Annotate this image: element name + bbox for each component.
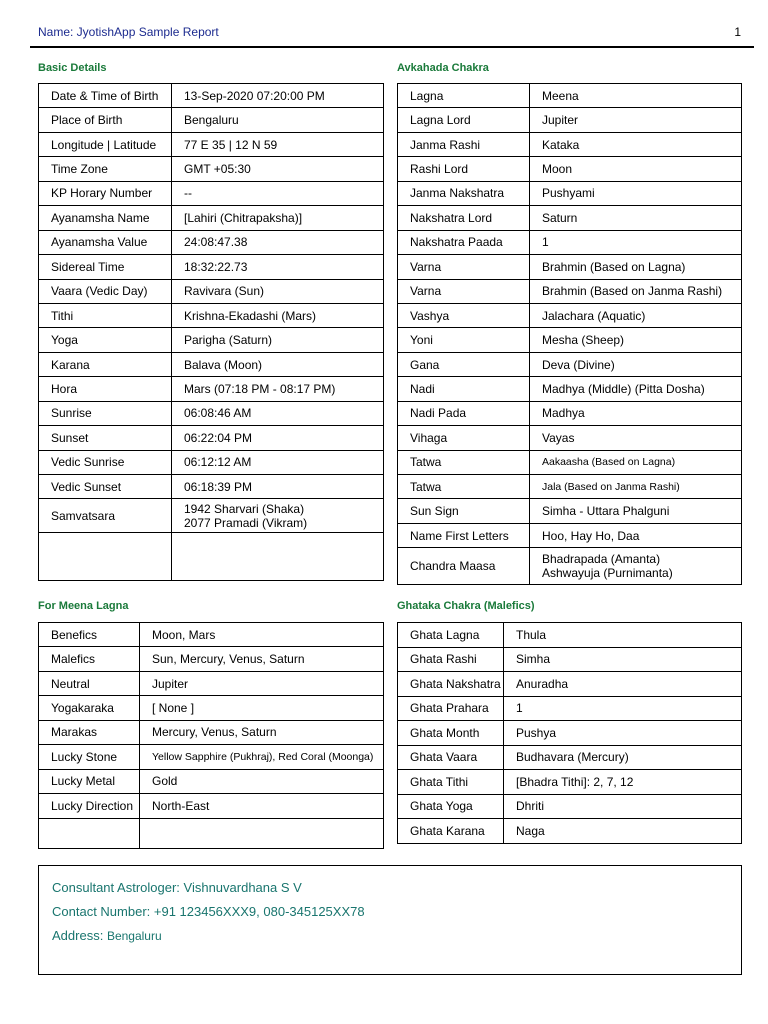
table-row: [398, 279, 742, 303]
table-row: [398, 499, 742, 523]
row-value-text: Thula: [516, 627, 547, 642]
table-row: [39, 647, 384, 671]
row-value: [530, 475, 742, 499]
row-value-text: Moon, Mars: [152, 627, 216, 642]
report-header: [38, 25, 743, 41]
row-value-text: Simha: [516, 652, 551, 667]
table-row: [39, 328, 384, 352]
table-row: [39, 352, 384, 376]
row-value-text: 1: [516, 701, 523, 716]
row-value: [530, 377, 742, 401]
row-value: [140, 720, 384, 744]
row-value-text: Brahmin (Based on Lagna): [542, 259, 686, 274]
table-row: [398, 696, 742, 721]
row-label: [39, 818, 140, 848]
row-value-text: Balava (Moon): [184, 357, 263, 372]
row-label: Rashi Lord: [398, 157, 530, 181]
row-value-text: Naga: [516, 823, 545, 838]
table-row: [398, 84, 742, 108]
row-value: [172, 426, 384, 450]
row-label: Ghata Month: [398, 721, 504, 746]
row-label: Malefics: [39, 647, 140, 671]
row-value-text: North-East: [152, 798, 210, 813]
table-row: [398, 623, 742, 648]
row-value-text: Madhya (Middle) (Pitta Dosha): [542, 381, 705, 396]
table-row: [398, 721, 742, 746]
row-label: Yoni: [398, 328, 530, 352]
row-value-text: Bengaluru: [184, 113, 239, 128]
table-row: [398, 181, 742, 205]
row-value: [504, 647, 742, 672]
row-value-text: Jala (Based on Janma Rashi): [542, 480, 680, 493]
meena-lagna-table: [38, 622, 384, 849]
row-value: [172, 279, 384, 303]
row-value: [172, 352, 384, 376]
row-value: [140, 745, 384, 769]
row-value: [530, 206, 742, 230]
row-label: Benefics: [39, 623, 140, 647]
row-value: [530, 303, 742, 327]
row-value: [172, 255, 384, 279]
row-value-text: 06:12:12 AM: [184, 455, 252, 470]
table-row: [39, 623, 384, 647]
row-value-text-line2: Ashwayuja (Purnimanta): [542, 566, 673, 581]
row-value: [172, 303, 384, 327]
row-value-text: GMT +05:30: [184, 162, 251, 177]
row-value: [530, 108, 742, 132]
row-value-text: Simha - Uttara Phalguni: [542, 504, 670, 519]
row-value: [172, 401, 384, 425]
row-value-text: 18:32:22.73: [184, 259, 248, 274]
row-label: Longitude | Latitude: [39, 132, 172, 156]
row-value: [530, 132, 742, 156]
table-row: [398, 548, 742, 585]
row-label: Ayanamsha Name: [39, 206, 172, 230]
row-value-text: Dhriti: [516, 799, 545, 814]
row-value: [504, 794, 742, 819]
table-row: [398, 328, 742, 352]
row-label: Karana: [39, 352, 172, 376]
row-label: Gana: [398, 352, 530, 376]
ghataka-chakra-title: Ghataka Chakra (Malefics): [397, 600, 535, 612]
row-label: Sun Sign: [398, 499, 530, 523]
row-label: Ghata Vaara: [398, 745, 504, 770]
row-value: [140, 794, 384, 818]
row-value-text-line2: 2077 Pramadi (Vikram): [184, 515, 308, 530]
row-label: Neutral: [39, 671, 140, 695]
row-value-text: Jalachara (Aquatic): [542, 308, 646, 323]
row-value-text: --: [184, 186, 192, 201]
row-value-text: Pushyami: [542, 186, 595, 201]
table-row: [398, 523, 742, 547]
row-value-text: Hoo, Hay Ho, Daa: [542, 528, 640, 543]
row-value: [504, 721, 742, 746]
row-value: [504, 745, 742, 770]
row-value: [140, 769, 384, 793]
row-label: Nadi: [398, 377, 530, 401]
row-label: [39, 533, 172, 581]
row-label: Tatwa: [398, 450, 530, 474]
row-label: Tatwa: [398, 475, 530, 499]
table-row: [398, 770, 742, 795]
row-value: [504, 672, 742, 697]
row-value: [172, 181, 384, 205]
table-row: [39, 132, 384, 156]
row-value: [530, 352, 742, 376]
row-value: [504, 819, 742, 844]
report-name: Name: JyotishApp Sample Report: [38, 25, 219, 39]
row-value-text: [ None ]: [152, 701, 195, 716]
table-row: [39, 377, 384, 401]
table-row: [398, 819, 742, 844]
row-label: Nakshatra Lord: [398, 206, 530, 230]
table-row: [39, 720, 384, 744]
row-label: Ghata Tithi: [398, 770, 504, 795]
table-row: [39, 84, 384, 108]
row-label: Samvatsara: [39, 499, 172, 533]
address: [52, 928, 162, 943]
row-value-text: Gold: [152, 774, 178, 789]
row-value-text: 1: [542, 235, 549, 250]
table-row: [39, 450, 384, 474]
row-label: KP Horary Number: [39, 181, 172, 205]
row-value-text: Mesha (Sheep): [542, 333, 625, 348]
row-value-text: 13-Sep-2020 07:20:00 PM: [184, 88, 325, 103]
table-row: [398, 230, 742, 254]
row-value: [172, 328, 384, 352]
table-row: [39, 157, 384, 181]
ghataka-chakra-table: [397, 622, 742, 844]
row-value: [530, 84, 742, 108]
row-value: [172, 132, 384, 156]
row-value: [504, 623, 742, 648]
row-label: Lucky Metal: [39, 769, 140, 793]
row-value-text: Brahmin (Based on Janma Rashi): [542, 284, 723, 299]
row-label: Sidereal Time: [39, 255, 172, 279]
row-value-text: 1942 Sharvari (Shaka): [184, 501, 305, 516]
table-row: [398, 352, 742, 376]
table-row: [39, 181, 384, 205]
row-label: Nakshatra Paada: [398, 230, 530, 254]
row-value: [530, 523, 742, 547]
table-row: [398, 255, 742, 279]
row-value-text: Mercury, Venus, Saturn: [152, 725, 277, 740]
table-row: [398, 672, 742, 697]
contact-number: Contact Number: +91 123456XXX9, 080-345125XX78: [52, 904, 365, 919]
table-row: [398, 450, 742, 474]
header-divider: [30, 46, 754, 48]
row-value: [172, 377, 384, 401]
row-value-text: Anuradha: [516, 676, 569, 691]
row-label: Chandra Maasa: [398, 548, 530, 585]
row-value: [530, 499, 742, 523]
table-row: [398, 401, 742, 425]
table-row: [398, 647, 742, 672]
row-value: [530, 548, 742, 585]
row-value: [140, 671, 384, 695]
table-row: [39, 696, 384, 720]
row-label: Sunrise: [39, 401, 172, 425]
row-value: [172, 84, 384, 108]
row-value-text: Budhavara (Mercury): [516, 750, 629, 765]
row-value-text: Parigha (Saturn): [184, 333, 273, 348]
row-value: [530, 255, 742, 279]
row-value-text: Krishna-Ekadashi (Mars): [184, 308, 317, 323]
address-value: Bengaluru: [106, 929, 162, 943]
table-row: [39, 206, 384, 230]
row-label: Vihaga: [398, 426, 530, 450]
table-row: [39, 255, 384, 279]
table-row: [39, 401, 384, 425]
row-value-text: Bhadrapada (Amanta): [542, 552, 661, 567]
row-value: [504, 696, 742, 721]
table-row: [398, 377, 742, 401]
row-label: Varna: [398, 279, 530, 303]
row-value: [172, 499, 384, 533]
row-value: [172, 108, 384, 132]
page-number: 1: [734, 25, 741, 39]
table-row: [39, 769, 384, 793]
row-label: Vashya: [398, 303, 530, 327]
row-label: Ghata Nakshatra: [398, 672, 504, 697]
table-row: [39, 671, 384, 695]
row-value-text: Kataka: [542, 137, 580, 152]
row-value-text: 24:08:47.38: [184, 235, 248, 250]
table-row: [39, 230, 384, 254]
row-label: Yogakaraka: [39, 696, 140, 720]
row-value: [172, 450, 384, 474]
row-value-text: Pushya: [516, 725, 557, 740]
row-value: [140, 623, 384, 647]
table-row: [39, 108, 384, 132]
row-label: Ghata Lagna: [398, 623, 504, 648]
row-label: Date & Time of Birth: [39, 84, 172, 108]
row-value: [172, 475, 384, 499]
table-row: [398, 206, 742, 230]
row-value-text: Yellow Sapphire (Pukhraj), Red Coral (Moonga): [152, 750, 374, 763]
row-label: Ghata Yoga: [398, 794, 504, 819]
row-label: Janma Nakshatra: [398, 181, 530, 205]
row-value-text: Aakaasha (Based on Lagna): [542, 456, 676, 469]
row-value: [140, 696, 384, 720]
table-row: [398, 475, 742, 499]
row-label: Hora: [39, 377, 172, 401]
row-value-text: Jupiter: [542, 113, 579, 128]
row-label: Name First Letters: [398, 523, 530, 547]
row-value: [530, 450, 742, 474]
row-label: Lucky Stone: [39, 745, 140, 769]
row-label: Lagna Lord: [398, 108, 530, 132]
table-row: [39, 533, 384, 581]
row-value: [140, 818, 384, 848]
table-row: [398, 157, 742, 181]
table-row: [398, 303, 742, 327]
table-row: [398, 108, 742, 132]
row-label: Nadi Pada: [398, 401, 530, 425]
row-value-text: Meena: [542, 88, 579, 103]
row-label: Sunset: [39, 426, 172, 450]
table-row: [398, 745, 742, 770]
table-row: [398, 426, 742, 450]
row-value-text: Moon: [542, 162, 573, 177]
row-value-text: Deva (Divine): [542, 357, 615, 372]
avkahada-chakra-table: [397, 83, 742, 585]
basic-details-table: [38, 83, 384, 581]
row-value: [530, 328, 742, 352]
table-row: [398, 794, 742, 819]
row-value-text: 06:22:04 PM: [184, 430, 253, 445]
row-label: Ghata Prahara: [398, 696, 504, 721]
row-value: [530, 401, 742, 425]
row-value: [530, 426, 742, 450]
row-value: [172, 157, 384, 181]
meena-lagna-title: For Meena Lagna: [38, 600, 129, 612]
row-label: Ghata Rashi: [398, 647, 504, 672]
row-label: Vaara (Vedic Day): [39, 279, 172, 303]
row-value-text: Sun, Mercury, Venus, Saturn: [152, 652, 305, 667]
row-label: Marakas: [39, 720, 140, 744]
avkahada-chakra-title: Avkahada Chakra: [397, 62, 489, 74]
row-value-text: Madhya: [542, 406, 585, 421]
row-label: Place of Birth: [39, 108, 172, 132]
row-label: Yoga: [39, 328, 172, 352]
row-value-text: 06:18:39 PM: [184, 479, 253, 494]
row-value-text: [Bhadra Tithi]: 2, 7, 12: [516, 774, 634, 789]
table-row: [39, 475, 384, 499]
row-value-text: [Lahiri (Chitrapaksha)]: [184, 210, 303, 225]
row-value-text: 77 E 35 | 12 N 59: [184, 137, 278, 152]
row-label: Lucky Direction: [39, 794, 140, 818]
table-row: [39, 745, 384, 769]
row-value: [504, 770, 742, 795]
row-value: [172, 230, 384, 254]
row-value-text: Ravivara (Sun): [184, 284, 265, 299]
row-value: [530, 230, 742, 254]
table-row: [39, 279, 384, 303]
address-label: Address:: [52, 928, 104, 943]
row-label: Vedic Sunrise: [39, 450, 172, 474]
table-row: [398, 132, 742, 156]
row-value-text: Saturn: [542, 210, 578, 225]
row-value-text: Vayas: [542, 430, 575, 445]
table-row: [39, 426, 384, 450]
row-value: [530, 279, 742, 303]
row-label: Lagna: [398, 84, 530, 108]
row-label: Janma Rashi: [398, 132, 530, 156]
table-row: [39, 794, 384, 818]
row-label: Ayanamsha Value: [39, 230, 172, 254]
table-row: [39, 818, 384, 848]
row-value: [172, 206, 384, 230]
row-label: Tithi: [39, 303, 172, 327]
row-value: [140, 647, 384, 671]
row-value: [530, 157, 742, 181]
basic-details-title: Basic Details: [38, 62, 107, 74]
row-label: Varna: [398, 255, 530, 279]
row-value-text: Mars (07:18 PM - 08:17 PM): [184, 381, 336, 396]
table-row: [39, 303, 384, 327]
row-label: Time Zone: [39, 157, 172, 181]
consultant-name: Consultant Astrologer: Vishnuvardhana S V: [52, 880, 302, 895]
row-value-text: Jupiter: [152, 676, 189, 691]
row-value: [530, 181, 742, 205]
row-label: Vedic Sunset: [39, 475, 172, 499]
consultant-box: [38, 865, 742, 975]
row-value: [172, 533, 384, 581]
row-label: Ghata Karana: [398, 819, 504, 844]
table-row: [39, 499, 384, 533]
row-value-text: 06:08:46 AM: [184, 406, 252, 421]
